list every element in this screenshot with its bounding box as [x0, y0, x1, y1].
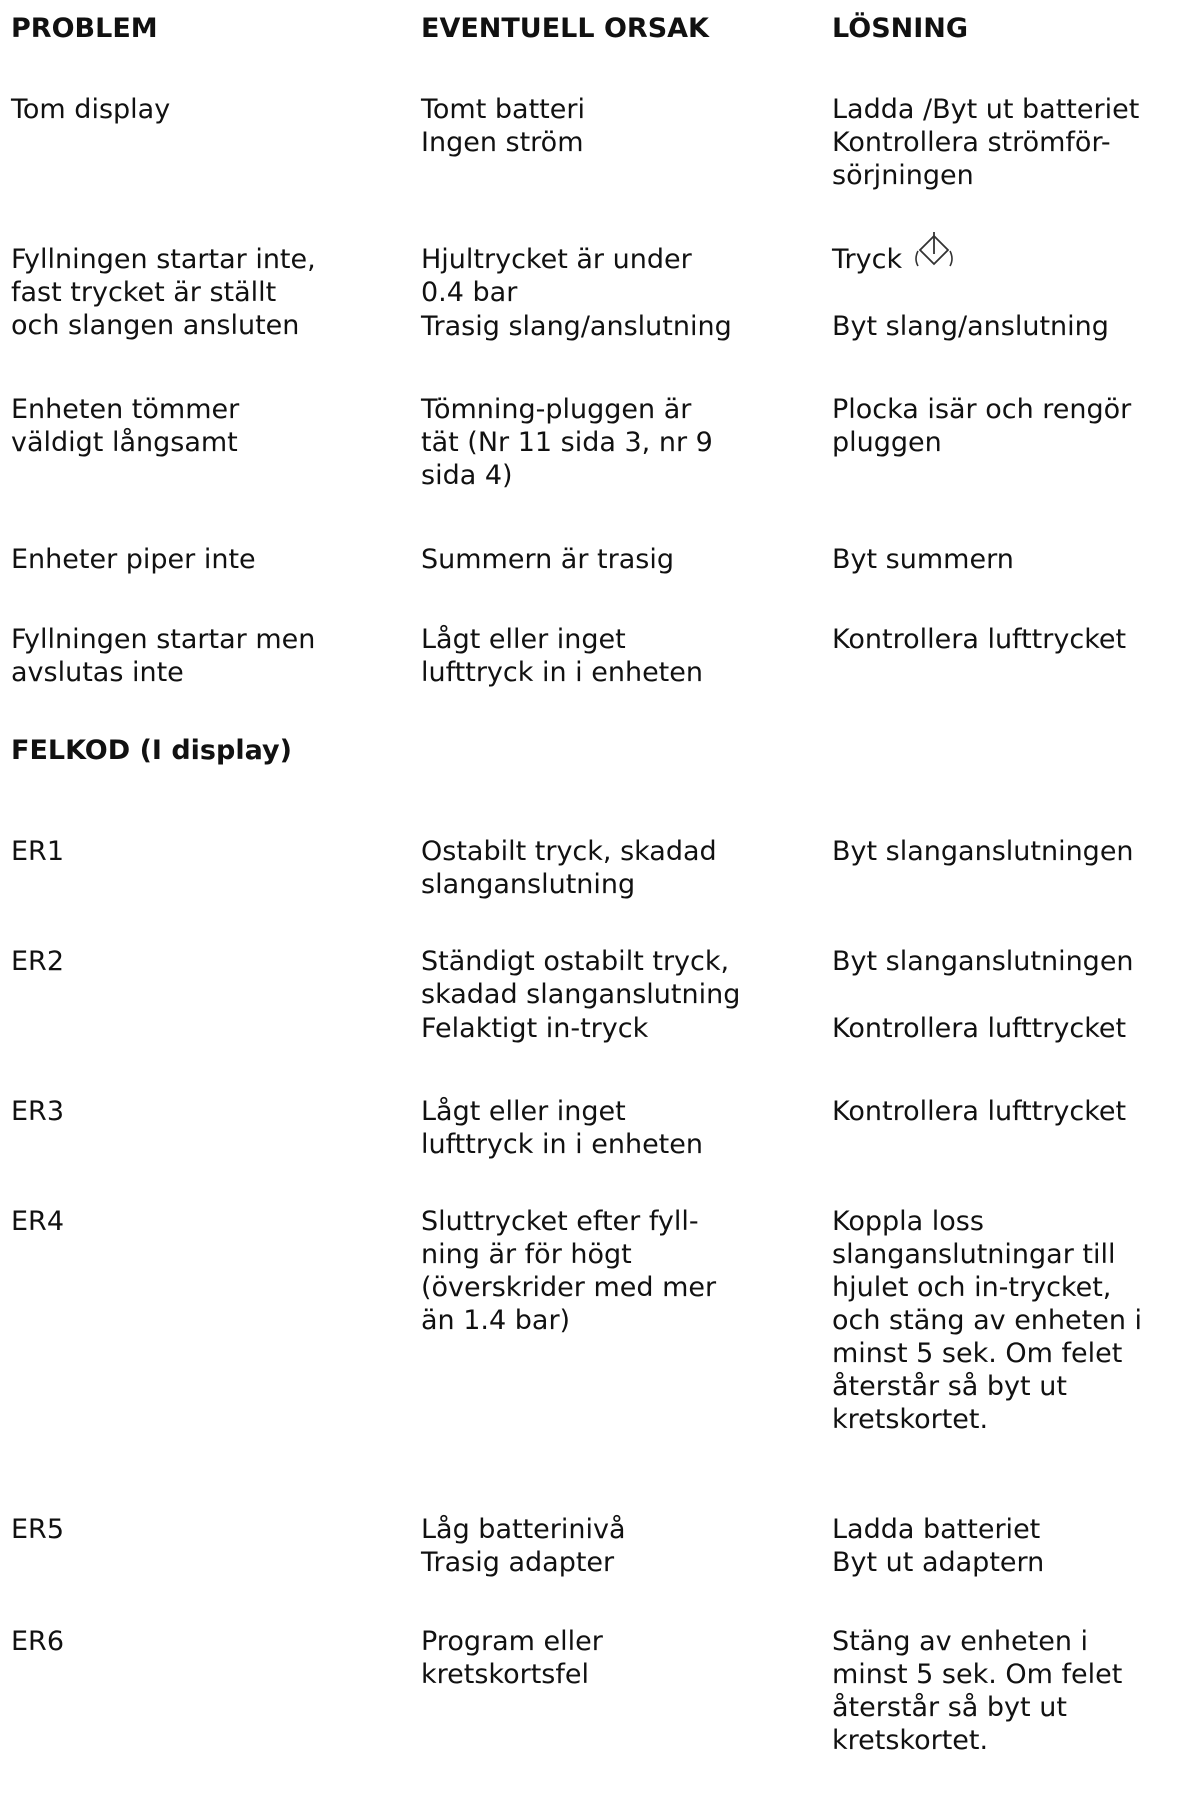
error-code-er1: ER1 [11, 836, 64, 867]
error-section-title: FELKOD (I display) [11, 735, 292, 766]
error-er1-solution: Byt slanganslutningen [832, 836, 1134, 867]
row-3-solution: Plocka isär och rengör pluggen [832, 394, 1132, 458]
error-er3-cause: Lågt eller inget lufttryck in i enheten [421, 1096, 703, 1160]
error-er2-solution-2: Kontrollera lufttrycket [832, 1013, 1127, 1044]
error-er3-solution: Kontrollera lufttrycket [832, 1096, 1127, 1127]
row-5-cause: Lågt eller inget lufttryck in i enheten [421, 624, 703, 688]
row-5-solution: Kontrollera lufttrycket [832, 624, 1127, 655]
row-2-cause-2: Trasig slang/anslutning [421, 311, 732, 342]
row-4-problem: Enheter piper inte [11, 544, 256, 575]
error-code-er2: ER2 [11, 946, 64, 977]
row-3-problem: Enheten tömmer väldigt långsamt [11, 394, 240, 458]
row-5-problem: Fyllningen startar men avslutas inte [11, 624, 316, 688]
error-er5-cause: Låg batterinivå Trasig adapter [421, 1514, 626, 1578]
error-er6-cause: Program eller kretskortsfel [421, 1626, 603, 1690]
error-er1-cause: Ostabilt tryck, skadad slanganslutning [421, 836, 717, 900]
row-1-problem: Tom display [11, 94, 171, 125]
error-code-er4: ER4 [11, 1206, 64, 1237]
error-er2-cause: Ständigt ostabilt tryck, skadad slanganslutning [421, 946, 741, 1010]
row-4-solution: Byt summern [832, 544, 1014, 575]
row-2-solution [832, 243, 957, 276]
row-2-problem: Fyllningen startar inte, fast trycket är ställt och slangen ansluten [11, 244, 316, 341]
error-er5-solution: Ladda batteriet Byt ut adaptern [832, 1514, 1045, 1578]
start-button-icon [911, 229, 957, 269]
header-problem: PROBLEM [11, 13, 158, 44]
header-cause: EVENTUELL ORSAK [421, 13, 709, 44]
row-2-cause: Hjultrycket är under 0.4 bar [421, 244, 692, 308]
error-er2-cause-2: Felaktigt in-tryck [421, 1013, 649, 1044]
row-1-solution: Ladda /Byt ut batteriet Kontrollera strömför- sörjningen [832, 94, 1140, 191]
header-solution: LÖSNING [832, 13, 969, 44]
error-er2-solution: Byt slanganslutningen [832, 946, 1134, 977]
error-code-er5: ER5 [11, 1514, 64, 1545]
row-4-cause: Summern är trasig [421, 544, 674, 575]
error-er6-solution: Stäng av enheten i minst 5 sek. Om felet återstår så byt ut kretskortet. [832, 1626, 1123, 1756]
row-2-solution-prefix: Tryck [832, 244, 903, 275]
error-er4-solution: Koppla loss slanganslutningar till hjulet och in-trycket, och stäng av enheten i minst 5 sek. Om felet återstår så byt ut kretskortet. [832, 1206, 1143, 1435]
row-2-solution-2: Byt slang/anslutning [832, 311, 1109, 342]
error-code-er3: ER3 [11, 1096, 64, 1127]
row-1-cause: Tomt batteri Ingen ström [421, 94, 585, 158]
row-3-cause: Tömning-pluggen är tät (Nr 11 sida 3, nr 9 sida 4) [421, 394, 713, 491]
error-code-er6: ER6 [11, 1626, 64, 1657]
error-er4-cause: Sluttrycket efter fyll- ning är för högt (överskrider med mer än 1.4 bar) [421, 1206, 717, 1336]
